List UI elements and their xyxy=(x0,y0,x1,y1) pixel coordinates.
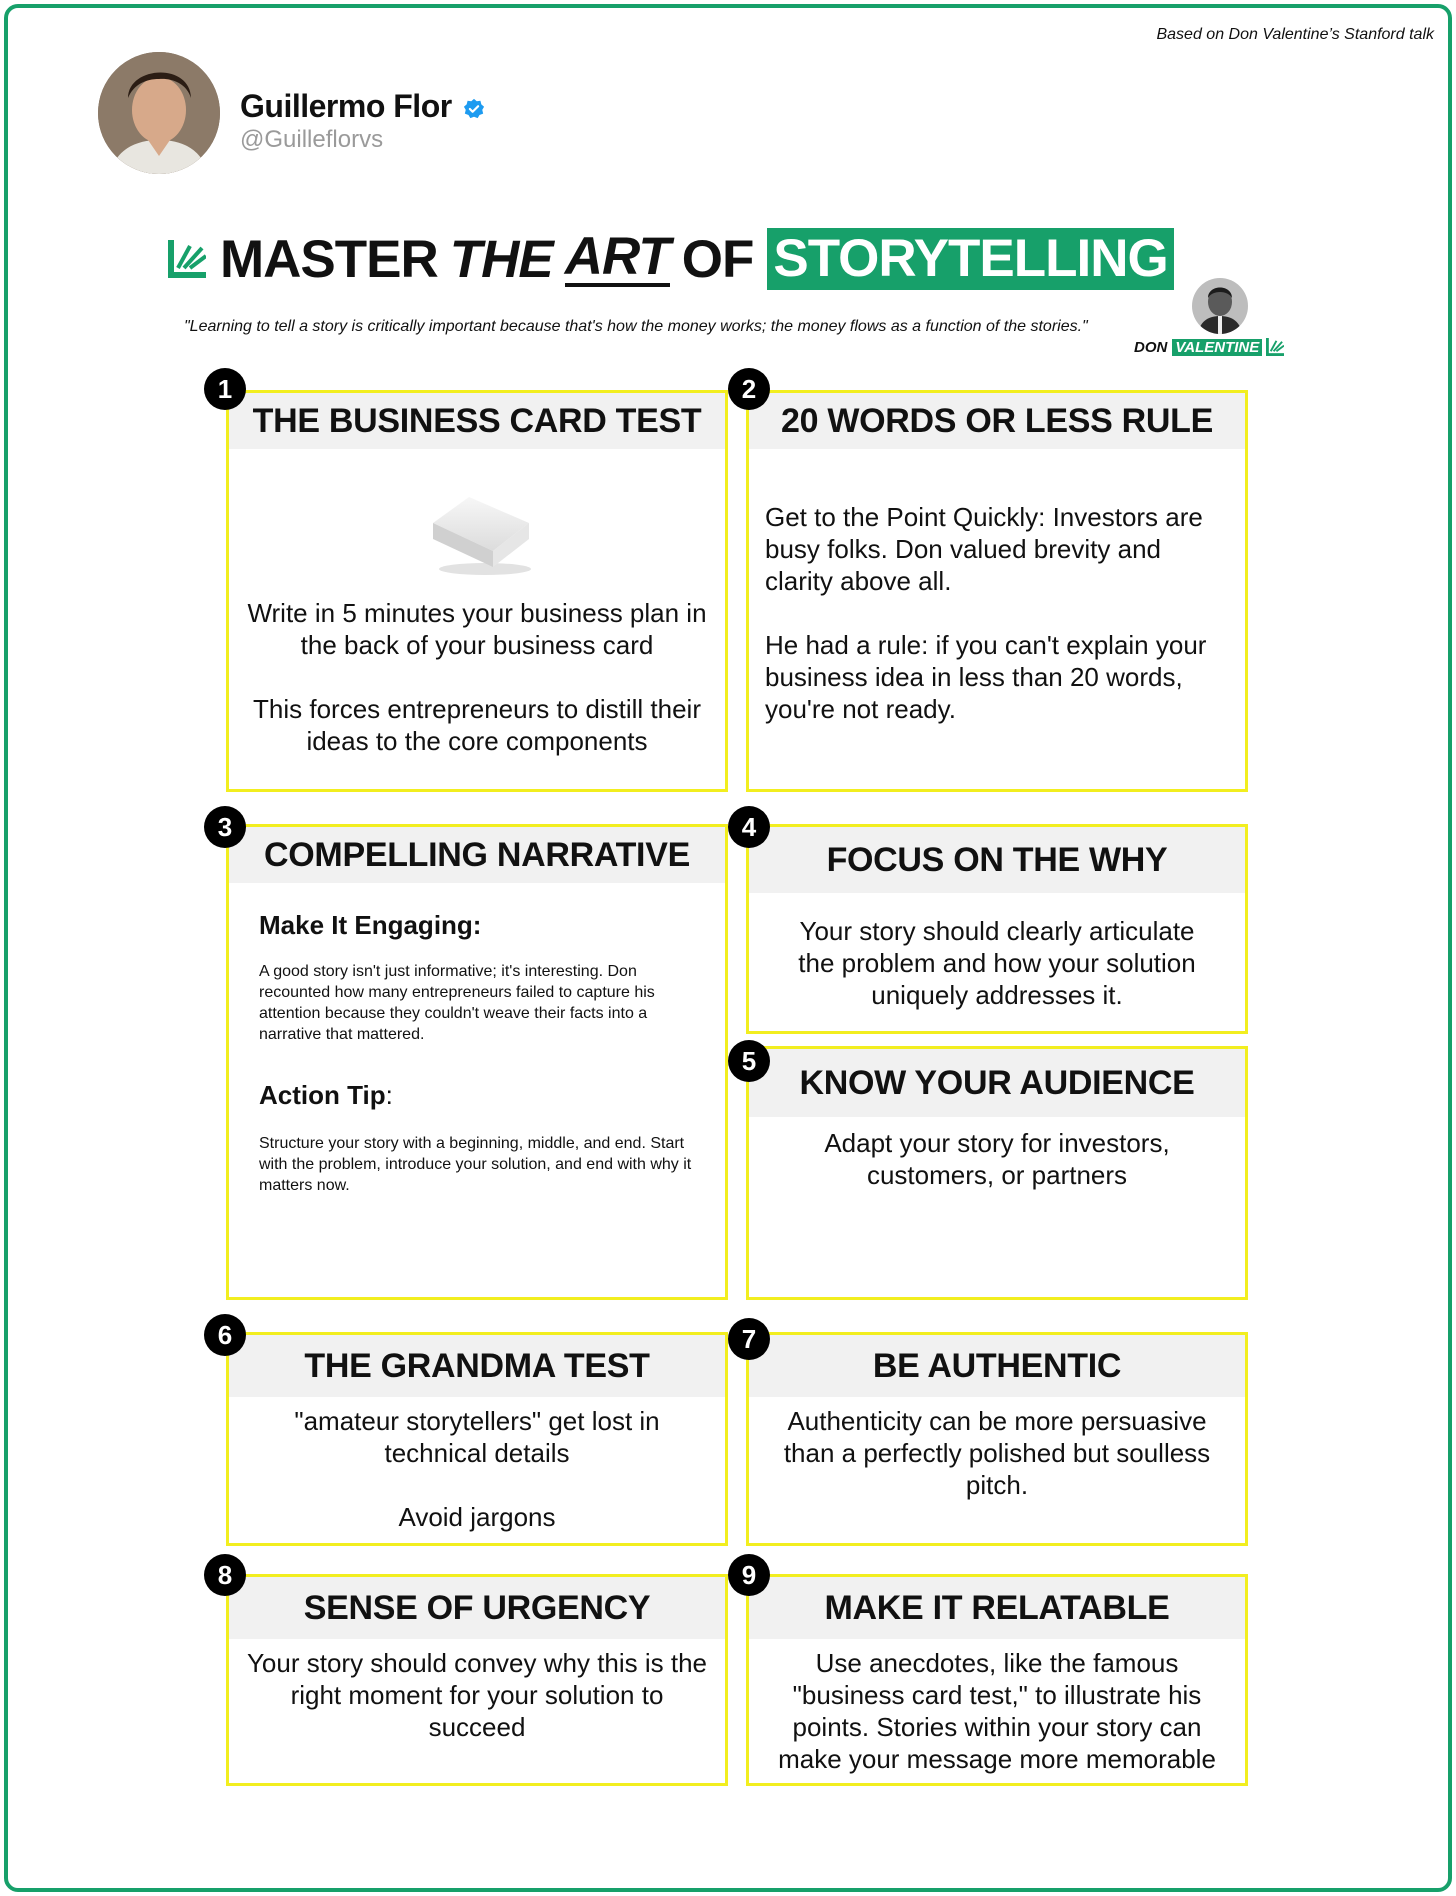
card-paragraph: Write in 5 minutes your business plan in the back of your business card xyxy=(247,598,707,660)
author-name: Guillermo Flor xyxy=(240,88,452,124)
page-title xyxy=(168,226,1174,292)
business-card-image xyxy=(425,489,535,577)
card-paragraph: Avoid jargons xyxy=(398,1502,556,1532)
card-paragraph: He had a rule: if you can't explain your business idea in less than 20 words, you're not ready. xyxy=(765,630,1207,724)
card-number-badge: 7 xyxy=(728,1318,770,1360)
card-compelling-narrative xyxy=(226,824,728,1300)
card-title: MAKE IT RELATABLE xyxy=(749,1577,1245,1639)
card-paragraph: Your story should convey why this is the right moment for your solution to succeed xyxy=(246,1648,708,1742)
author-avatar xyxy=(98,52,220,174)
card-paragraph: Get to the Point Quickly: Investors are busy folks. Don valued brevity and clarity above all. xyxy=(765,502,1203,596)
card-title: KNOW YOUR AUDIENCE xyxy=(749,1049,1245,1117)
card-title: THE BUSINESS CARD TEST xyxy=(229,393,725,449)
card-body xyxy=(229,1405,725,1533)
card-title: 20 WORDS OR LESS RULE xyxy=(749,393,1245,449)
card-paragraph: This forces entrepreneurs to distill their ideas to the core components xyxy=(253,694,701,756)
action-tip-text: Structure your story with a beginning, middle, and end. Start with the problem, introduce your solution, and end with why it matters now. xyxy=(259,1135,692,1194)
source-note: Based on Don Valentine’s Stanford talk xyxy=(1156,26,1434,43)
subheading-action-tip xyxy=(259,1079,695,1111)
card-body xyxy=(749,1405,1245,1501)
card-number-badge: 1 xyxy=(204,368,246,410)
card-title: BE AUTHENTIC xyxy=(749,1335,1245,1397)
title-word-of: OF xyxy=(681,229,754,289)
card-title: THE GRANDMA TEST xyxy=(229,1335,725,1397)
card-make-it-relatable xyxy=(746,1574,1248,1786)
card-grandma-test xyxy=(226,1332,728,1546)
don-valentine-signature xyxy=(1134,338,1284,356)
card-title: FOCUS ON THE WHY xyxy=(749,827,1245,893)
card-business-card-test xyxy=(226,390,728,792)
card-number-badge: 3 xyxy=(204,806,246,848)
card-paragraph: Use anecdotes, like the famous "business card test," to illustrate his points. Stories within your story can make your message more memorable xyxy=(778,1648,1216,1774)
card-number-badge: 6 xyxy=(204,1314,246,1356)
card-know-your-audience xyxy=(746,1046,1248,1300)
signature-last: VALENTINE xyxy=(1172,339,1262,356)
card-body xyxy=(229,909,725,1196)
subheading-engaging: Make It Engaging: xyxy=(259,910,482,940)
title-word-art: ART xyxy=(564,227,670,286)
action-tip-colon: : xyxy=(385,1080,393,1110)
signature-first: DON xyxy=(1134,338,1168,356)
card-number-badge: 2 xyxy=(728,368,770,410)
author-handle: @Guilleflorvs xyxy=(240,126,384,153)
card-paragraph: "amateur storytellers" get lost in technical details xyxy=(294,1406,660,1468)
title-highlight: STORYTELLING xyxy=(767,228,1173,290)
card-20-words-rule xyxy=(746,390,1248,792)
card-title: COMPELLING NARRATIVE xyxy=(229,827,725,883)
card-body xyxy=(749,1647,1245,1775)
card-be-authentic xyxy=(746,1332,1248,1546)
card-focus-on-why xyxy=(746,824,1248,1034)
card-number-badge: 8 xyxy=(204,1554,246,1596)
card-body xyxy=(229,597,725,757)
card-number-badge: 9 xyxy=(728,1554,770,1596)
card-paragraph: Adapt your story for investors, customers, or partners xyxy=(824,1128,1170,1190)
card-sense-of-urgency xyxy=(226,1574,728,1786)
card-paragraph: Authenticity can be more persuasive than a perfectly polished but soulless pitch. xyxy=(783,1406,1211,1500)
title-word-master: MASTER xyxy=(220,229,438,289)
valentine-quote: "Learning to tell a story is critically important because that's how the money works; the money flows as a function of the stories." xyxy=(184,318,1088,335)
engaging-text: A good story isn't just informative; it's interesting. Don recounted how many entrepreneurs failed to capture his attention because they couldn't weave their facts into a narrative that mattered. xyxy=(259,963,655,1043)
card-paragraph: Your story should clearly articulate the problem and how your solution uniquely addresses it. xyxy=(798,916,1196,1010)
action-tip-label: Action Tip xyxy=(259,1080,386,1110)
card-title: SENSE OF URGENCY xyxy=(229,1577,725,1639)
card-number-badge: 5 xyxy=(728,1040,770,1082)
card-body xyxy=(749,915,1245,1011)
card-body xyxy=(749,1127,1245,1191)
card-body xyxy=(229,1647,725,1743)
verified-badge-icon xyxy=(463,98,485,120)
brand-logo-icon xyxy=(168,240,206,278)
title-word-the: THE xyxy=(449,229,553,289)
don-valentine-photo xyxy=(1192,278,1248,334)
card-body xyxy=(749,501,1245,725)
brand-logo-small-icon xyxy=(1266,338,1284,356)
card-number-badge: 4 xyxy=(728,806,770,848)
